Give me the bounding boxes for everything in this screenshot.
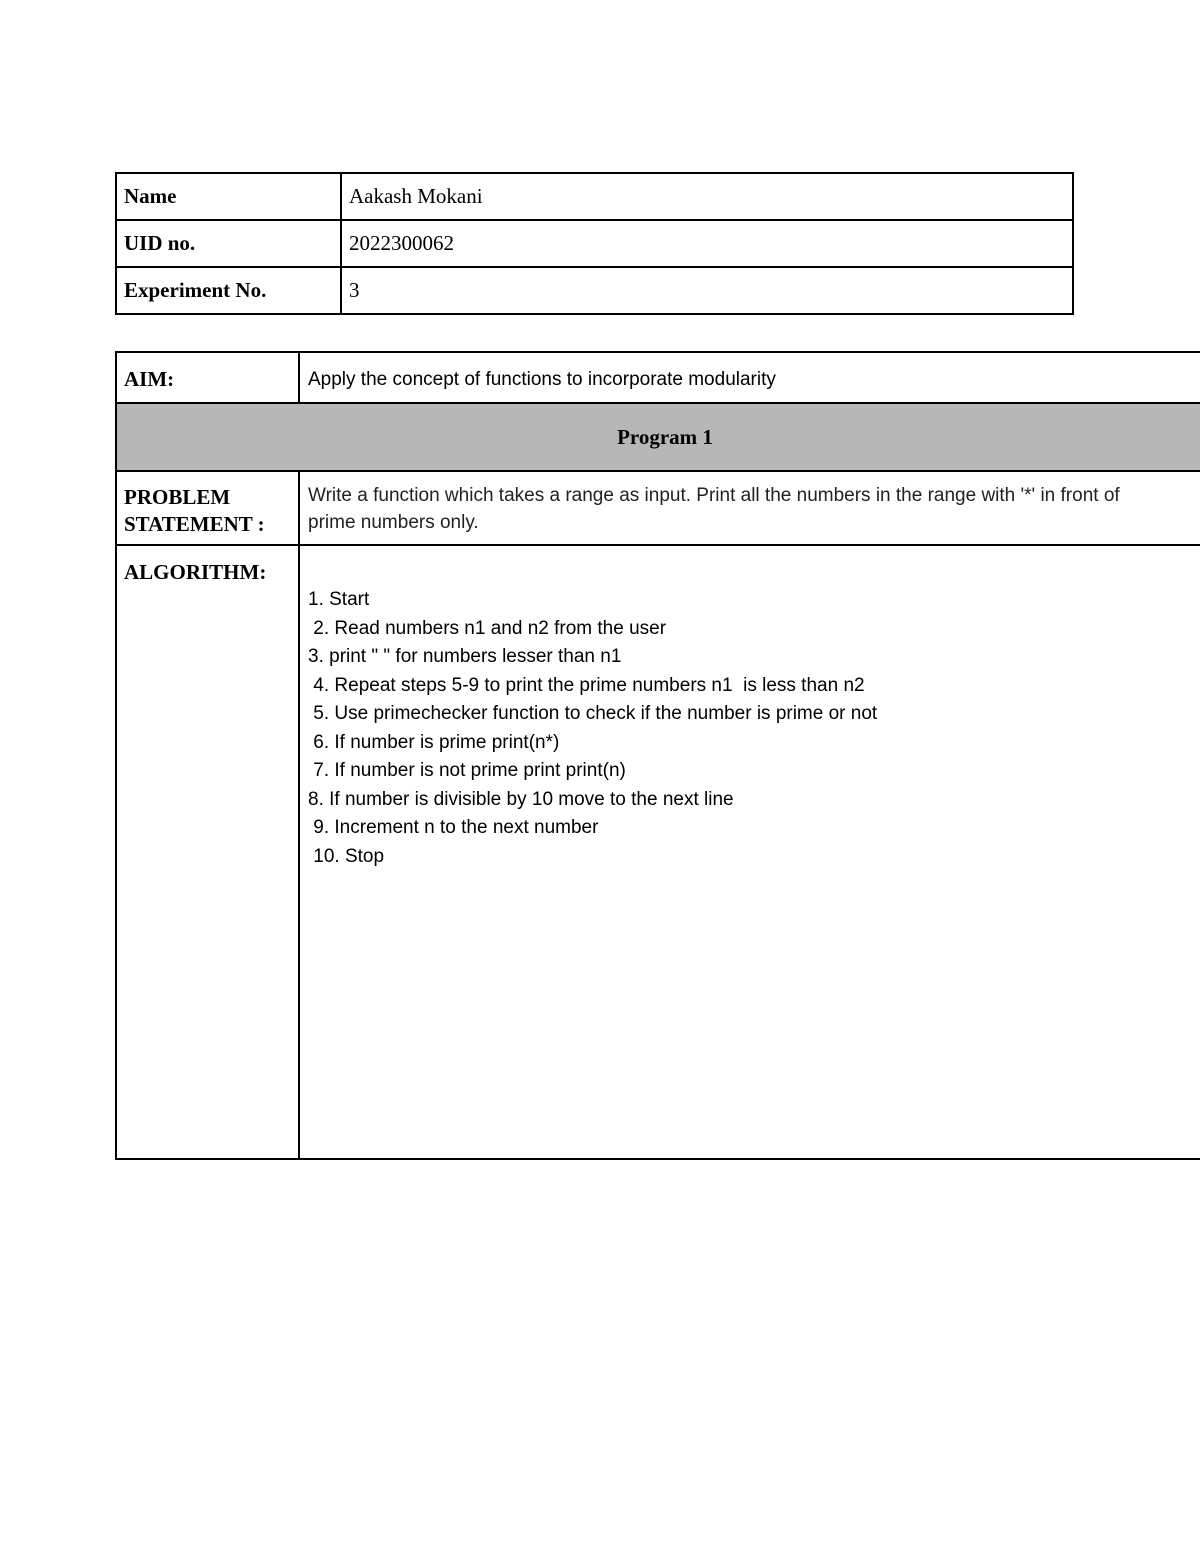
algorithm-step: 3. print " " for numbers lesser than n1 — [308, 646, 622, 667]
name-label: Name — [116, 173, 341, 220]
algorithm-step: 4. Repeat steps 5-9 to print the prime numbers n1 is less than n2 — [308, 674, 865, 696]
experiment-value: 3 — [341, 267, 1073, 314]
algorithm-step: 9. Increment n to the next number — [308, 817, 599, 838]
aim-value: Apply the concept of functions to incorporate modularity — [299, 352, 1200, 403]
algorithm-steps-list — [308, 586, 1200, 871]
info-row-name — [116, 173, 1073, 220]
aim-row — [116, 352, 1200, 403]
problem-label — [116, 471, 299, 545]
problem-statement-line1: Write a function which takes a range as input. Print all the numbers in the range with '*' in front of — [308, 485, 1120, 506]
algorithm-label: ALGORITHM: — [116, 545, 299, 1159]
problem-label-line2: STATEMENT : — [124, 512, 265, 536]
aim-label: AIM: — [116, 352, 299, 403]
info-row-uid — [116, 220, 1073, 267]
algorithm-content — [299, 545, 1200, 1159]
algorithm-step: 8. If number is divisible by 10 move to the next line — [308, 788, 734, 810]
algorithm-step: 5. Use primechecker function to check if the number is prime or not — [308, 703, 878, 724]
algorithm-step: 10. Stop — [308, 845, 385, 867]
algorithm-step: 6. If number is prime print(n*) — [308, 731, 560, 753]
program-header-row — [116, 403, 1200, 471]
experiment-table — [115, 351, 1200, 1160]
algorithm-step: 2. Read numbers n1 and n2 from the user — [308, 617, 667, 639]
problem-statement-line2: prime numbers only. — [308, 512, 479, 533]
uid-label: UID no. — [116, 220, 341, 267]
student-info-table — [115, 172, 1074, 315]
program-title: Program 1 — [116, 403, 1200, 471]
experiment-label: Experiment No. — [116, 267, 341, 314]
algorithm-step: 7. If number is not prime print print(n) — [308, 760, 626, 781]
algorithm-step: 1. Start — [308, 589, 370, 610]
uid-value: 2022300062 — [341, 220, 1073, 267]
problem-label-line1: PROBLEM — [124, 485, 231, 509]
problem-row — [116, 471, 1200, 545]
problem-statement — [299, 471, 1200, 545]
algorithm-row — [116, 545, 1200, 1159]
name-value: Aakash Mokani — [341, 173, 1073, 220]
info-row-experiment — [116, 267, 1073, 314]
